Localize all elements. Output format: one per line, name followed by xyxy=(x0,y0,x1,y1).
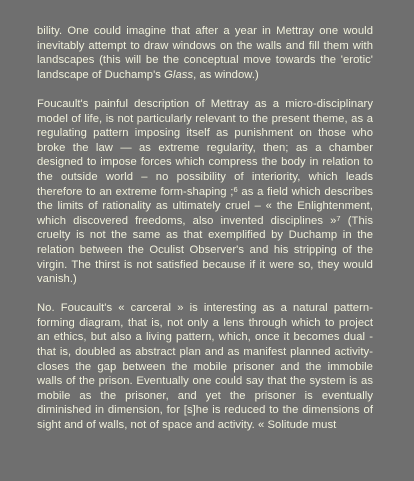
paragraph-3 xyxy=(37,301,373,432)
footnote-ref-7: 7 xyxy=(336,213,341,223)
paragraph-1-text: bility. One could imagine that after a year in Mettray one would inevitably attempt to draw windows on the walls and fill them with landscapes (this will be the conceptual move towards the 'erotic' landscape of Duchamp's xyxy=(37,25,373,81)
paragraph-2 xyxy=(37,97,373,287)
paragraph-1 xyxy=(37,24,373,82)
glass-title: Glass xyxy=(164,68,194,81)
paragraph-2-text: Foucault's painful description of Mettray as a micro-disciplinary model of life, is not particularly relevant to the present theme, as a regulating pattern imposing itself as punishment on those who broke the law — as extreme regularity, then; as a chamber designed to impose forces which compress the body in relation to the outside world – no possibility of interiority, which leads therefore to an extreme form-shaping ; xyxy=(37,97,373,198)
paragraph-2-text-mid: as a field which describes the limits of rationality as ultimately cruel – « the Enlightenment, which discovered freedoms, also invented disciplines » xyxy=(37,185,373,227)
paragraph-1-text-end: , as window.) xyxy=(193,68,259,81)
text-column xyxy=(37,24,373,447)
footnote-ref-6: 6 xyxy=(233,184,238,194)
paragraph-3-text: No. Foucault's « carceral » is interesting as a natural pattern-forming diagram, that is, not only a lens through which to project an ethics, but also a living pattern, which, once it becomes dual - that is, doubled as abstract plan and as manifest planned activity- closes the gap between the mobile prisoner and the immobile walls of the prison. Eventually one could say that the system is as mobile as the prisoner, and yet the prisoner is eventually diminished in dimension, for [s]he is reduced to the dimensions of sight and of walls, not of space and activity. « Solitude must xyxy=(37,302,373,432)
paragraph-2-text-end: (This cruelty is not the same as that exemplified by Duchamp in the relation between the Oculist Observer's and his stripping of the virgin. The thirst is not satisfied because if it were so, they would vanish.) xyxy=(37,214,373,286)
